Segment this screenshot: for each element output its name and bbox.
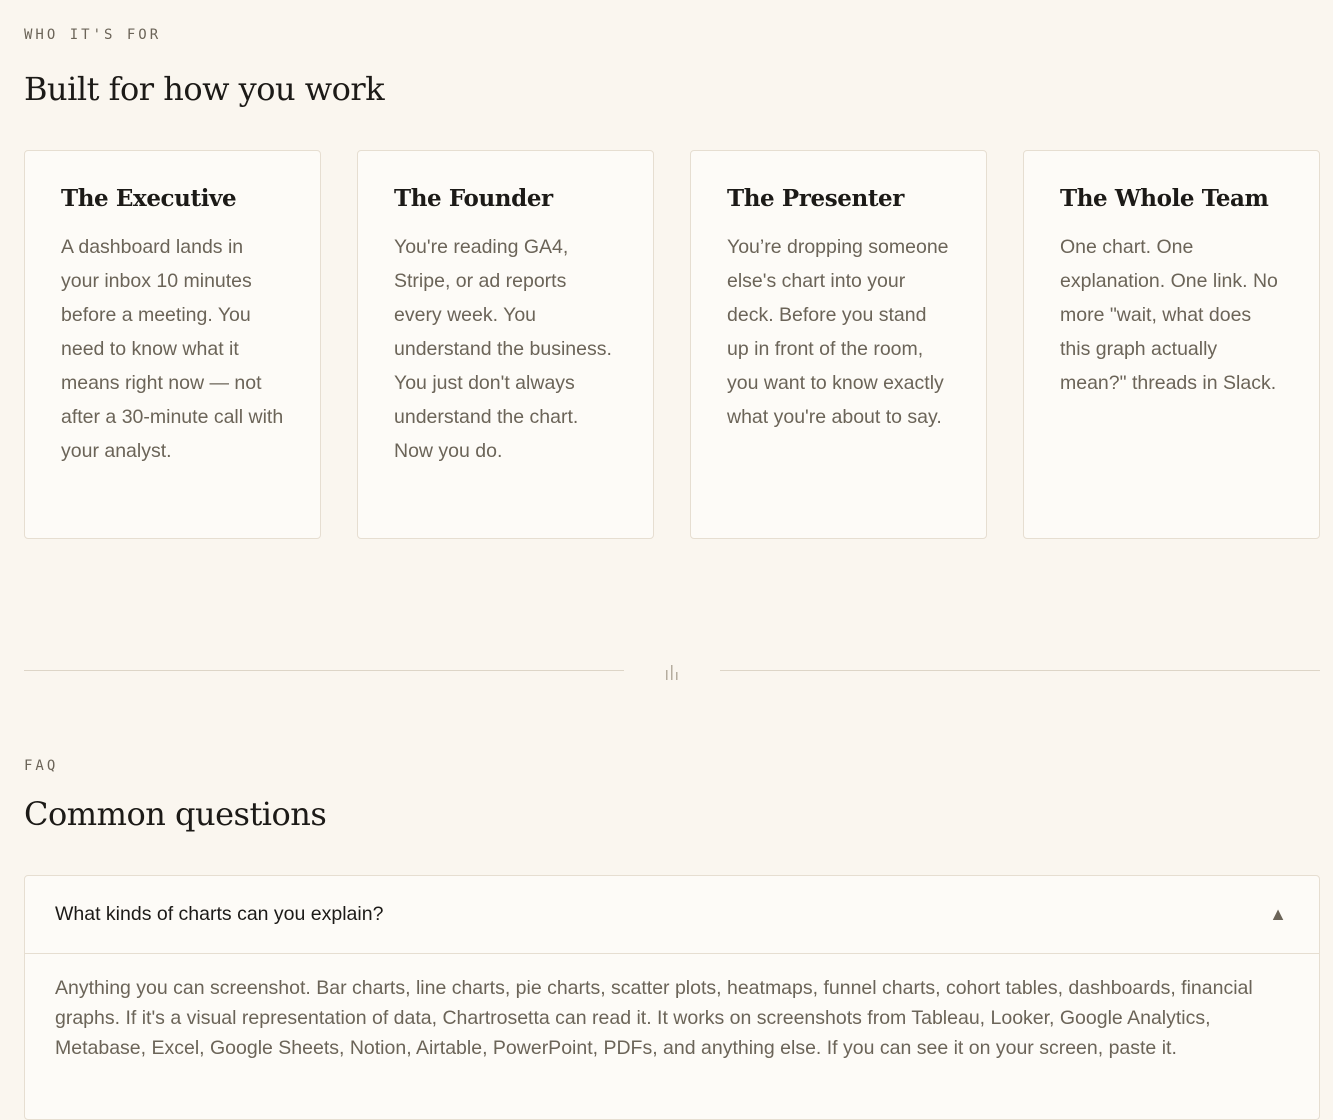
faq-answer-text: Anything you can screenshot. Bar charts, line charts, pie charts, scatter plots, heatmaps, funnel charts, cohort tables, dashboards, financial graphs. If it's a visual representation of data, Chartrosetta can read it. It works on screenshots from Tableau, Looker, Google Analytics, Metabase, Excel, Google Sheets, Notion, Airtable, PowerPoint, PDFs, and anything else. If you can see it on your screen, paste it. bbox=[55, 977, 1253, 1059]
persona-card-title: The Executive bbox=[61, 185, 237, 212]
faq-item bbox=[24, 875, 1320, 1120]
faq-title: Common questions bbox=[24, 795, 327, 833]
persona-card-body: One chart. One explanation. One link. No more "wait, what does this graph actually mean?" threads in Slack. bbox=[1060, 236, 1278, 394]
faq-question-text: What kinds of charts can you explain? bbox=[55, 903, 384, 925]
divider-line-right bbox=[720, 670, 1320, 671]
section-divider bbox=[24, 660, 1320, 684]
who-title: Built for how you work bbox=[24, 70, 385, 108]
persona-card-title: The Whole Team bbox=[1060, 185, 1269, 212]
persona-card-title: The Founder bbox=[394, 185, 553, 212]
persona-card-title: The Presenter bbox=[727, 185, 905, 212]
faq-eyebrow: FAQ bbox=[24, 758, 59, 774]
bar-chart-icon bbox=[663, 664, 681, 680]
divider-line-left bbox=[24, 670, 624, 671]
persona-card-body: A dashboard lands in your inbox 10 minutes before a meeting. You need to know what it means right now — not after a 30-minute call with your analyst. bbox=[61, 236, 284, 462]
persona-cards bbox=[24, 150, 1320, 539]
faq-question-button[interactable] bbox=[25, 876, 1319, 954]
persona-card-body: You’re dropping someone else's chart into your deck. Before you stand up in front of the room, you want to know exactly what you're about to say. bbox=[727, 236, 949, 428]
persona-card-founder bbox=[357, 150, 654, 539]
who-eyebrow: WHO IT'S FOR bbox=[24, 27, 162, 43]
caret-up-icon[interactable]: ▲ bbox=[1269, 904, 1287, 924]
persona-card-whole-team bbox=[1023, 150, 1320, 539]
persona-card-presenter bbox=[690, 150, 987, 539]
persona-card-executive bbox=[24, 150, 321, 539]
persona-card-body: You're reading GA4, Stripe, or ad reports every week. You understand the business. You just don't always understand the chart. Now you do. bbox=[394, 236, 612, 462]
